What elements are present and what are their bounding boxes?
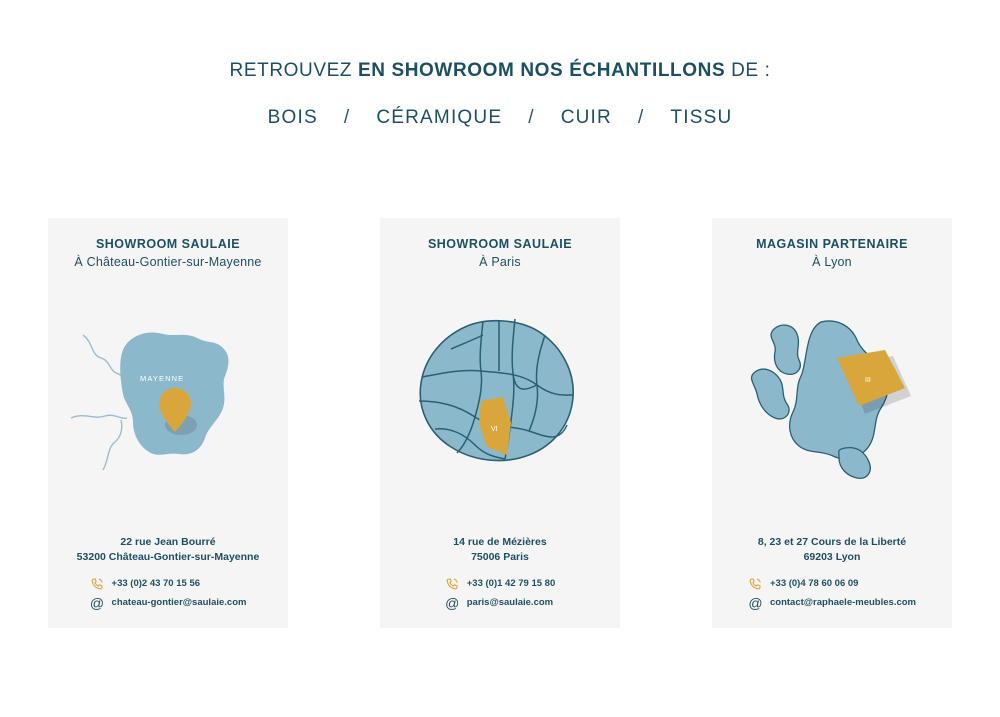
address-line-1: 14 rue de Mézières bbox=[453, 535, 547, 548]
mayenne-map-svg bbox=[63, 300, 273, 510]
card-title: MAGASIN PARTENAIRE bbox=[756, 237, 908, 251]
material-separator: / bbox=[637, 107, 645, 128]
card-contacts bbox=[90, 576, 247, 610]
phone-icon bbox=[445, 576, 460, 591]
phone-line[interactable] bbox=[445, 576, 555, 591]
email-line[interactable] bbox=[90, 595, 247, 610]
card-lyon[interactable] bbox=[712, 218, 952, 628]
lyon-zone-s bbox=[838, 448, 869, 479]
card-subtitle: À Paris bbox=[479, 254, 521, 269]
card-subtitle: À Lyon bbox=[812, 254, 852, 269]
address-line-2: 69203 Lyon bbox=[803, 551, 861, 564]
map-lyon bbox=[724, 275, 940, 534]
phone-icon bbox=[90, 576, 105, 591]
email-line[interactable] bbox=[748, 595, 916, 610]
phone-number: +33 (0)4 78 60 06 09 bbox=[769, 578, 859, 589]
map-mayenne bbox=[60, 275, 276, 534]
card-paris[interactable] bbox=[380, 218, 620, 628]
card-title: SHOWROOM SAULAIE bbox=[427, 237, 573, 251]
at-icon: @ bbox=[445, 594, 460, 611]
river-lines bbox=[71, 335, 128, 470]
address-line-1: 22 rue Jean Bourré bbox=[120, 535, 216, 548]
material-tissu: TISSU bbox=[670, 107, 733, 128]
paris-arrondissements bbox=[419, 319, 573, 461]
district-label: III bbox=[864, 376, 871, 384]
card-chateau-gontier[interactable] bbox=[48, 218, 288, 628]
address-line-1: 8, 23 et 27 Cours de la Liberté bbox=[757, 535, 907, 548]
paris-map-svg bbox=[395, 305, 605, 505]
material-bois: BOIS bbox=[267, 107, 318, 128]
phone-number: +33 (0)2 43 70 15 56 bbox=[111, 578, 201, 589]
card-address bbox=[77, 535, 260, 567]
page-title bbox=[0, 60, 1000, 82]
showroom-cards bbox=[48, 218, 952, 628]
region-label: MAYENNE bbox=[140, 373, 185, 383]
headline-prefix: RETROUVEZ bbox=[229, 60, 358, 81]
card-address bbox=[453, 535, 546, 567]
material-ceramique: CÉRAMIQUE bbox=[376, 107, 503, 128]
headline-strong: EN SHOWROOM NOS ÉCHANTILLONS bbox=[357, 60, 726, 81]
email-line[interactable] bbox=[445, 595, 553, 610]
lyon-map-svg bbox=[725, 300, 940, 510]
card-address bbox=[758, 535, 906, 567]
email-address: paris@saulaie.com bbox=[466, 597, 554, 608]
address-line-2: 53200 Château-Gontier-sur-Mayenne bbox=[76, 551, 260, 564]
lyon-zone-nw bbox=[771, 325, 800, 374]
phone-icon bbox=[748, 576, 763, 591]
phone-line[interactable] bbox=[90, 576, 200, 591]
card-subtitle: À Château-Gontier-sur-Mayenne bbox=[74, 254, 262, 269]
map-paris bbox=[392, 275, 608, 534]
materials-list bbox=[0, 107, 1000, 129]
phone-line[interactable] bbox=[748, 576, 858, 591]
district-label: VI bbox=[491, 425, 498, 433]
material-separator: / bbox=[343, 107, 351, 128]
lyon-arrondissements bbox=[751, 321, 910, 478]
material-cuir: CUIR bbox=[560, 107, 612, 128]
address-line-2: 75006 Paris bbox=[471, 551, 529, 564]
email-address: contact@raphaele-meubles.com bbox=[769, 597, 916, 608]
email-address: chateau-gontier@saulaie.com bbox=[111, 597, 247, 608]
lyon-zone-w bbox=[751, 369, 789, 419]
card-title: SHOWROOM SAULAIE bbox=[95, 237, 241, 251]
at-icon: @ bbox=[89, 594, 105, 611]
phone-number: +33 (0)1 42 79 15 80 bbox=[466, 578, 556, 589]
headline-suffix: DE : bbox=[725, 60, 771, 81]
card-contacts bbox=[748, 576, 916, 610]
card-contacts bbox=[445, 576, 555, 610]
material-separator: / bbox=[528, 107, 535, 128]
at-icon: @ bbox=[748, 594, 763, 611]
